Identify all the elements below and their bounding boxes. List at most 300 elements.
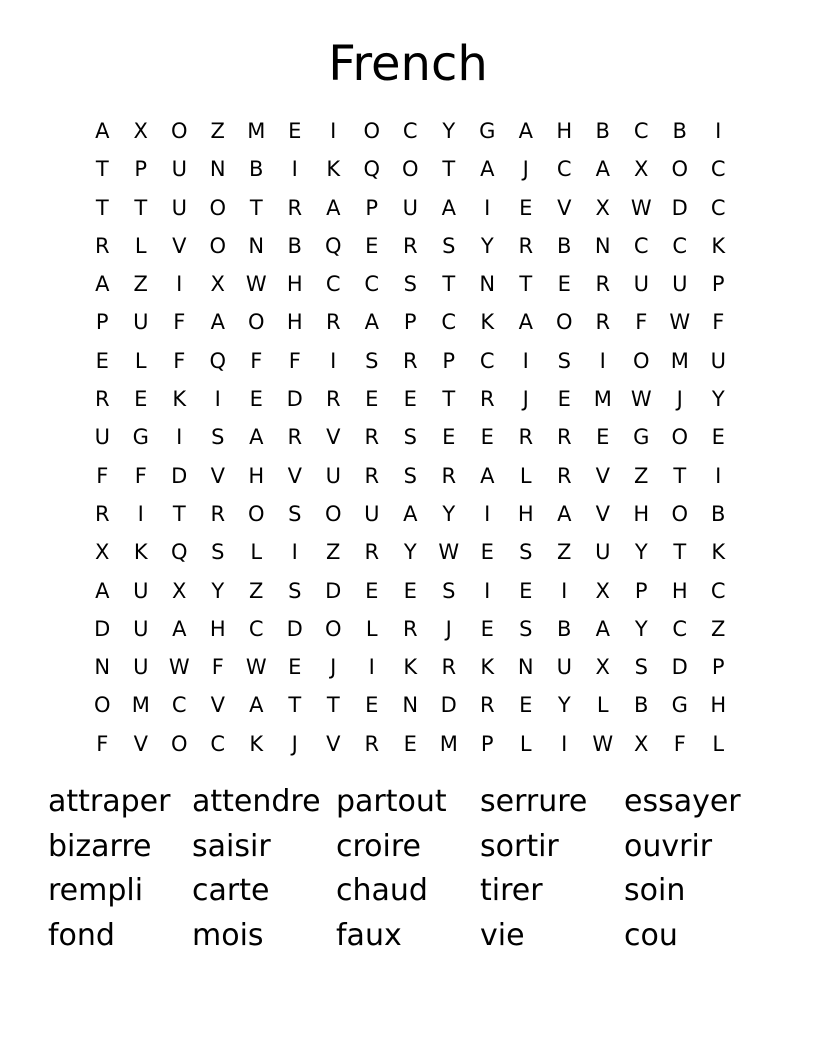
grid-letter: E (365, 578, 379, 603)
grid-letter: S (634, 655, 648, 680)
grid-letter: I (368, 655, 375, 680)
grid-letter: O (209, 233, 227, 258)
grid-letter: R (325, 310, 341, 335)
grid-letter: E (403, 387, 417, 412)
grid-letter: G (132, 425, 149, 450)
grid-letter: T (95, 157, 109, 182)
grid-letter: F (173, 348, 186, 373)
grid-letter: F (712, 310, 725, 335)
grid-letter: F (288, 348, 301, 373)
grid-letter: Q (324, 233, 342, 258)
grid-letter: L (134, 348, 147, 373)
grid-letter: R (556, 425, 572, 450)
grid-letter: Y (634, 616, 648, 641)
grid-letter: D (286, 387, 303, 412)
grid-letter: I (484, 501, 491, 526)
grid-letter: X (634, 157, 649, 182)
grid-letter: P (480, 731, 494, 756)
grid-letter: N (517, 655, 534, 680)
grid-letter: O (93, 693, 111, 718)
grid-letter: K (326, 157, 341, 182)
grid-letter: G (633, 425, 650, 450)
grid-letter: R (402, 616, 418, 641)
grid-letter: S (211, 425, 225, 450)
grid-letter: A (480, 463, 495, 488)
grid-letter: X (595, 195, 610, 220)
grid-letter: O (324, 616, 342, 641)
grid-letter: O (247, 310, 265, 335)
grid-letter: A (95, 272, 110, 297)
grid-letter: P (711, 272, 725, 297)
grid-letter: U (595, 540, 611, 565)
grid-letter: Z (249, 578, 264, 603)
grid-letter: T (288, 693, 302, 718)
grid-letter: I (291, 540, 298, 565)
grid-letter: S (442, 578, 456, 603)
grid-letter: Y (711, 387, 725, 412)
grid-letter: I (176, 272, 183, 297)
grid-letter: X (595, 655, 610, 680)
grid-letter: R (595, 310, 611, 335)
grid-letter: K (480, 655, 495, 680)
grid-letter: C (556, 157, 572, 182)
grid-letter: H (286, 272, 303, 297)
grid-letter: O (555, 310, 573, 335)
grid-letter: R (287, 425, 303, 450)
grid-letter: U (171, 195, 187, 220)
grid-letter: M (247, 119, 266, 143)
grid-letter: R (518, 425, 534, 450)
grid-letter: D (325, 578, 342, 603)
grid-letter: C (710, 195, 726, 220)
grid-letter: G (671, 693, 688, 718)
grid-letter: R (364, 540, 380, 565)
grid-letter: H (209, 616, 226, 641)
grid-letter: P (442, 348, 456, 373)
page-title: French (328, 36, 488, 92)
grid-letter: B (595, 119, 610, 143)
grid-letter: B (557, 616, 572, 641)
word-list-item: tirer (480, 873, 543, 908)
grid-letter: C (171, 693, 187, 718)
grid-letter: Z (210, 119, 225, 143)
grid-letter: I (137, 501, 144, 526)
grid-letter: L (519, 731, 532, 756)
grid-letter: A (595, 616, 610, 641)
word-list-item: sortir (480, 828, 559, 864)
grid-letter: N (594, 233, 611, 258)
grid-letter: K (172, 387, 187, 412)
word-list-item: carte (192, 873, 270, 908)
grid-letter: X (595, 578, 610, 603)
word-list-item: serrure (480, 784, 588, 819)
grid-letter: S (365, 348, 379, 373)
grid-letter: E (288, 119, 302, 143)
grid-letter: Q (363, 157, 381, 182)
grid-letter: R (402, 233, 418, 258)
grid-letter: Z (326, 540, 341, 565)
grid-letter: Y (442, 119, 456, 143)
grid-letter: V (172, 233, 187, 258)
grid-letter: N (479, 272, 496, 297)
grid-letter: A (595, 157, 610, 182)
grid-letter: B (711, 501, 726, 526)
grid-letter: W (438, 540, 460, 565)
grid-letter: C (210, 731, 226, 756)
grid-letter: S (403, 272, 417, 297)
grid-letter: L (250, 540, 263, 565)
grid-letter: I (214, 387, 221, 412)
grid-letter: K (480, 310, 495, 335)
grid-letter: H (248, 463, 265, 488)
grid-letter: U (171, 157, 187, 182)
grid-letter: S (288, 578, 302, 603)
grid-letter: U (402, 195, 418, 220)
grid-letter: K (711, 233, 726, 258)
grid-letter: Z (711, 616, 726, 641)
grid-letter: C (633, 119, 649, 143)
grid-letter: W (245, 655, 267, 680)
grid-letter: K (249, 731, 264, 756)
grid-letter: D (286, 616, 303, 641)
grid-letter: D (171, 463, 188, 488)
grid-letter: F (134, 463, 147, 488)
grid-letter: E (249, 387, 263, 412)
grid-letter: V (326, 425, 341, 450)
grid-letter: A (249, 693, 264, 718)
grid-letter: D (671, 195, 688, 220)
grid-letter: O (401, 157, 419, 182)
grid-letter: T (673, 540, 687, 565)
grid-letter: S (403, 463, 417, 488)
grid-letter: H (517, 501, 534, 526)
grid-letter: R (595, 272, 611, 297)
grid-letter: C (248, 616, 264, 641)
grid-letter: V (287, 463, 302, 488)
grid-letter: R (325, 387, 341, 412)
grid-letter: C (710, 578, 726, 603)
grid-letter: P (134, 157, 148, 182)
word-list-item: vie (480, 917, 525, 953)
grid-letter: R (94, 387, 110, 412)
grid-letter: L (519, 463, 532, 488)
grid-letter: T (95, 195, 109, 220)
grid-letter: F (250, 348, 263, 373)
grid-letter: I (484, 578, 491, 603)
grid-letter: O (671, 157, 689, 182)
grid-letter: J (445, 616, 452, 641)
grid-letter: R (364, 463, 380, 488)
grid-letter: Z (133, 272, 148, 297)
grid-letter: I (715, 463, 722, 488)
grid-letter: R (441, 463, 457, 488)
grid-letter: C (402, 119, 418, 143)
grid-letter: P (634, 578, 648, 603)
grid-letter: L (365, 616, 378, 641)
grid-letter: I (291, 157, 298, 182)
grid-letter: J (676, 387, 683, 412)
word-list-item: essayer (624, 784, 741, 819)
word-list-item: croire (336, 828, 421, 864)
grid-letter: X (172, 578, 187, 603)
grid-letter: S (519, 616, 533, 641)
grid-letter: U (672, 272, 688, 297)
grid-letter: U (710, 348, 726, 373)
grid-letter: R (210, 501, 226, 526)
grid-letter: C (633, 233, 649, 258)
grid-letter: E (557, 387, 571, 412)
grid-letter: E (365, 387, 379, 412)
grid-letter: N (402, 693, 419, 718)
grid-letter: A (518, 310, 533, 335)
grid-letter: N (94, 655, 111, 680)
grid-letter: S (211, 540, 225, 565)
grid-letter: M (439, 731, 458, 756)
grid-letter: N (248, 233, 265, 258)
grid-letter: O (170, 731, 188, 756)
grid-letter: A (557, 501, 572, 526)
grid-letter: M (670, 348, 689, 373)
grid-letter: W (168, 655, 190, 680)
grid-letter: U (633, 272, 649, 297)
grid-letter: U (133, 310, 149, 335)
grid-letter: G (479, 119, 496, 143)
grid-letter: E (519, 195, 533, 220)
grid-letter: C (479, 348, 495, 373)
grid-letter: U (133, 655, 149, 680)
grid-letter: T (134, 195, 148, 220)
grid-letter: B (249, 157, 264, 182)
grid-letter: T (326, 693, 340, 718)
grid-letter: V (326, 731, 341, 756)
grid-letter: U (133, 578, 149, 603)
grid-letter: R (479, 693, 495, 718)
grid-letter: R (364, 731, 380, 756)
grid-letter: V (133, 731, 148, 756)
grid-letter: V (595, 463, 610, 488)
grid-letter: T (172, 501, 186, 526)
grid-letter: E (403, 578, 417, 603)
grid-letter: F (635, 310, 648, 335)
word-list-item: partout (336, 784, 447, 819)
grid-letter: R (287, 195, 303, 220)
grid-letter: E (596, 425, 610, 450)
grid-letter: O (209, 195, 227, 220)
grid-letter: E (480, 616, 494, 641)
grid-letter: R (518, 233, 534, 258)
word-list-item: mois (192, 917, 264, 953)
grid-letter: A (364, 310, 379, 335)
grid-letter: O (170, 119, 188, 143)
grid-letter: B (634, 693, 649, 718)
grid-letter: W (630, 387, 652, 412)
grid-letter: A (95, 119, 110, 143)
grid-letter: M (593, 387, 612, 412)
grid-letter: V (595, 501, 610, 526)
grid-letter: U (364, 501, 380, 526)
grid-letter: R (556, 463, 572, 488)
grid-letter: Y (480, 233, 494, 258)
grid-letter: E (480, 540, 494, 565)
grid-letter: A (95, 578, 110, 603)
grid-letter: X (95, 540, 110, 565)
grid-letter: S (519, 540, 533, 565)
word-list-item: ouvrir (624, 828, 713, 864)
grid-letter: E (365, 233, 379, 258)
grid-letter: S (442, 233, 456, 258)
grid-letter: X (634, 731, 649, 756)
grid-letter: B (557, 233, 572, 258)
grid-letter: C (364, 272, 380, 297)
grid-letter: E (365, 693, 379, 718)
grid-letter: F (96, 463, 109, 488)
grid-letter: Z (634, 463, 649, 488)
grid-letter: I (599, 348, 606, 373)
grid-letter: O (324, 501, 342, 526)
grid-letter: A (326, 195, 341, 220)
grid-letter: U (94, 425, 110, 450)
grid-letter: E (557, 272, 571, 297)
grid-letter: W (669, 310, 691, 335)
grid-letter: S (403, 425, 417, 450)
word-list-item: faux (336, 917, 402, 953)
grid-letter: E (442, 425, 456, 450)
grid-letter: U (133, 616, 149, 641)
grid-letter: I (176, 425, 183, 450)
word-list-item: cou (624, 917, 678, 953)
grid-letter: K (133, 540, 148, 565)
grid-letter: E (95, 348, 109, 373)
grid-letter: D (671, 655, 688, 680)
grid-letter: L (596, 693, 609, 718)
grid-letter: W (245, 272, 267, 297)
grid-letter: P (711, 655, 725, 680)
grid-letter: L (712, 731, 725, 756)
grid-letter: O (671, 501, 689, 526)
word-list-item: attraper (48, 784, 171, 819)
grid-letter: Z (557, 540, 572, 565)
grid-letter: V (210, 693, 225, 718)
grid-letter: L (134, 233, 147, 258)
grid-letter: A (172, 616, 187, 641)
word-list-item: soin (624, 873, 686, 908)
word-list-item: fond (48, 917, 115, 953)
grid-letter: R (479, 387, 495, 412)
grid-letter: A (249, 425, 264, 450)
grid-letter: E (480, 425, 494, 450)
grid-letter: C (325, 272, 341, 297)
word-list-item: bizarre (48, 828, 152, 864)
grid-letter: I (561, 578, 568, 603)
grid-letter: I (330, 348, 337, 373)
grid-letter: K (711, 540, 726, 565)
grid-letter: U (556, 655, 572, 680)
grid-letter: Q (209, 348, 227, 373)
grid-letter: N (209, 157, 226, 182)
grid-letter: H (710, 693, 727, 718)
word-list-item: attendre (192, 784, 321, 819)
grid-letter: J (330, 655, 337, 680)
grid-letter: H (286, 310, 303, 335)
grid-letter: F (673, 731, 686, 756)
grid-letter: E (403, 731, 417, 756)
grid-letter: E (711, 425, 725, 450)
grid-letter: T (249, 195, 263, 220)
grid-letter: T (673, 463, 687, 488)
grid-letter: T (442, 272, 456, 297)
grid-letter: I (330, 119, 337, 143)
grid-letter: C (710, 157, 726, 182)
grid-letter: H (556, 119, 573, 143)
grid-letter: I (522, 348, 529, 373)
grid-letter: H (633, 501, 650, 526)
grid-letter: D (94, 616, 111, 641)
word-list (48, 780, 768, 958)
grid-letter: V (557, 195, 572, 220)
grid-letter: S (288, 501, 302, 526)
word-list-item: rempli (48, 873, 144, 908)
grid-letter: R (94, 501, 110, 526)
grid-letter: E (519, 693, 533, 718)
grid-letter: R (364, 425, 380, 450)
grid-letter: F (211, 655, 224, 680)
grid-letter: A (441, 195, 456, 220)
grid-letter: M (131, 693, 150, 718)
word-list-item: saisir (192, 828, 271, 864)
grid-letter: O (632, 348, 650, 373)
grid-letter: X (133, 119, 148, 143)
grid-letter: J (522, 157, 529, 182)
word-list-item: chaud (336, 873, 428, 908)
grid-letter: A (403, 501, 418, 526)
grid-letter: Y (634, 540, 648, 565)
grid-letter: J (522, 387, 529, 412)
grid-letter: Y (442, 501, 456, 526)
grid-letter: C (672, 233, 688, 258)
grid-letter: I (484, 195, 491, 220)
grid-letter: O (247, 501, 265, 526)
grid-letter: R (402, 348, 418, 373)
grid-letter: P (365, 195, 379, 220)
grid-letter: Q (170, 540, 188, 565)
grid-letter: R (441, 655, 457, 680)
letter-grid (83, 112, 738, 763)
grid-letter: Y (211, 578, 225, 603)
grid-letter: P (403, 310, 417, 335)
grid-letter: J (291, 731, 298, 756)
grid-letter: B (287, 233, 302, 258)
grid-letter: Y (557, 693, 571, 718)
grid-letter: F (173, 310, 186, 335)
grid-letter: X (210, 272, 225, 297)
grid-letter: C (441, 310, 457, 335)
grid-letter: U (325, 463, 341, 488)
grid-letter: F (96, 731, 109, 756)
grid-letter: I (715, 119, 722, 143)
grid-letter: A (518, 119, 533, 143)
grid-letter: P (95, 310, 109, 335)
grid-letter: E (134, 387, 148, 412)
grid-letter: D (440, 693, 457, 718)
grid-letter: T (442, 157, 456, 182)
grid-letter: K (403, 655, 418, 680)
grid-letter: A (480, 157, 495, 182)
grid-letter: W (630, 195, 652, 220)
grid-letter: B (672, 119, 687, 143)
grid-letter: C (672, 616, 688, 641)
grid-letter: S (557, 348, 571, 373)
grid-letter: W (592, 731, 614, 756)
